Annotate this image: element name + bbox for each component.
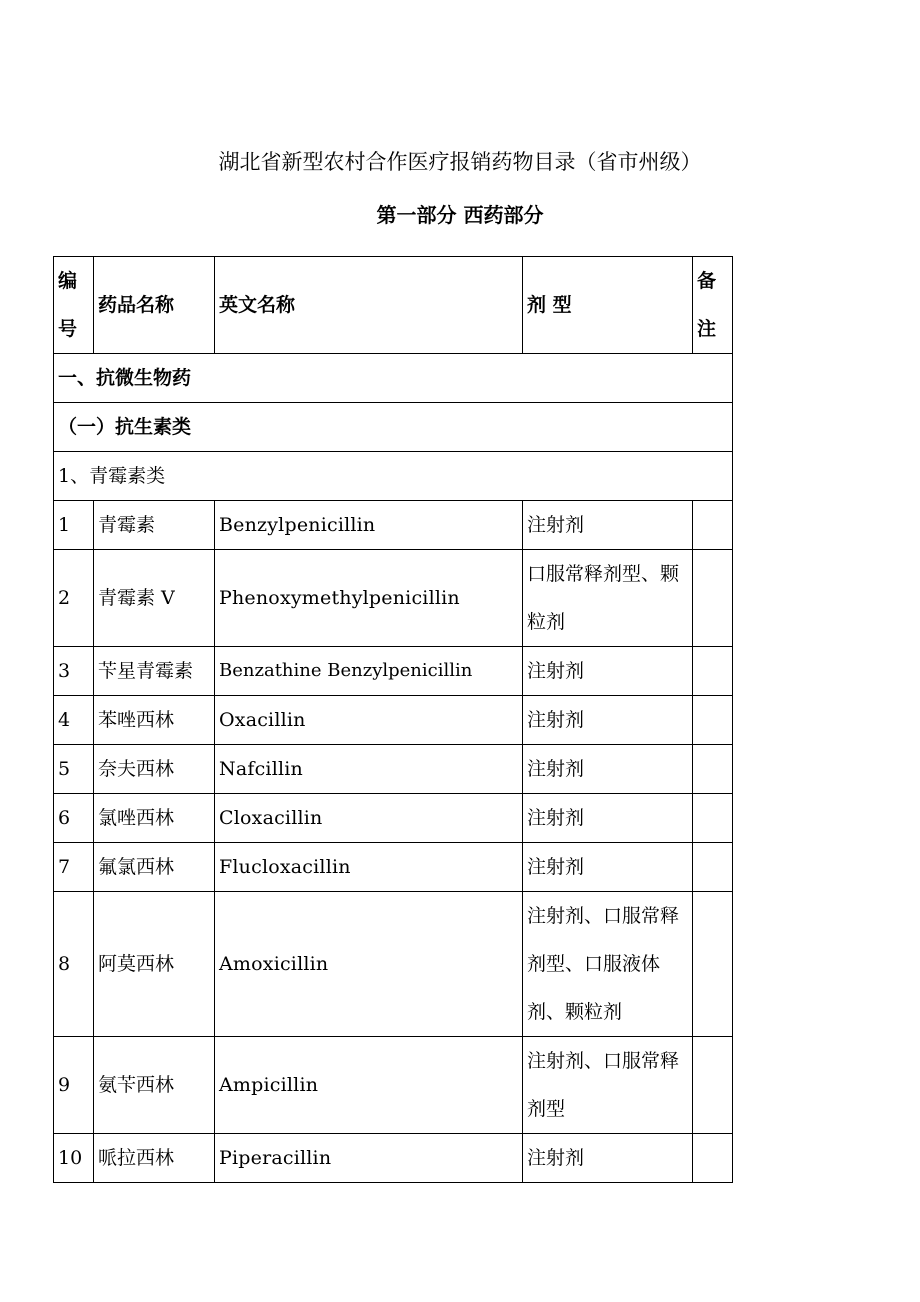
cell-cn-name: 苄星青霉素 — [94, 647, 215, 696]
section-row — [54, 403, 733, 452]
header-note — [693, 257, 733, 354]
section-heading-penicillins: 1、青霉素类 — [54, 452, 733, 501]
cell-note — [693, 647, 733, 696]
cell-note — [693, 1134, 733, 1183]
document-subtitle: 第一部分 西药部分 — [376, 203, 544, 227]
cell-cn-name: 青霉素 V — [94, 550, 215, 647]
header-cn-name: 药品名称 — [94, 257, 215, 354]
cell-cn-name: 氟氯西林 — [94, 843, 215, 892]
cell-note — [693, 501, 733, 550]
cell-en-name: Oxacillin — [215, 696, 523, 745]
cell-dosage-form: 注射剂 — [523, 501, 693, 550]
cell-number: 2 — [54, 550, 94, 647]
cell-note — [693, 1037, 733, 1134]
cell-number: 8 — [54, 892, 94, 1037]
cell-dosage-form: 口服常释剂型、颗粒剂 — [523, 550, 693, 647]
cell-note — [693, 794, 733, 843]
section-row — [54, 354, 733, 403]
table-row — [54, 1037, 733, 1134]
cell-dosage-form: 注射剂、口服常释剂型 — [523, 1037, 693, 1134]
table-row — [54, 843, 733, 892]
section-heading-antimicrobial: 一、抗微生物药 — [54, 354, 733, 403]
cell-cn-name: 氨苄西林 — [94, 1037, 215, 1134]
header-number — [54, 257, 94, 354]
cell-cn-name: 哌拉西林 — [94, 1134, 215, 1183]
cell-cn-name: 苯唑西林 — [94, 696, 215, 745]
document-title: 湖北省新型农村合作医疗报销药物目录（省市州级） — [218, 150, 702, 174]
cell-en-name: Benzylpenicillin — [215, 501, 523, 550]
table-row — [54, 550, 733, 647]
cell-en-name: Phenoxymethylpenicillin — [215, 550, 523, 647]
cell-dosage-form: 注射剂 — [523, 843, 693, 892]
header-en-name: 英文名称 — [215, 257, 523, 354]
table-row — [54, 892, 733, 1037]
cell-number: 4 — [54, 696, 94, 745]
drug-catalog-table — [53, 256, 733, 1183]
header-note-top: 备 — [697, 270, 717, 292]
header-note-bottom: 注 — [697, 318, 717, 340]
cell-note — [693, 745, 733, 794]
table-header-row — [54, 257, 733, 354]
cell-dosage-form: 注射剂、口服常释剂型、口服液体剂、颗粒剂 — [523, 892, 693, 1037]
cell-dosage-form: 注射剂 — [523, 647, 693, 696]
cell-note — [693, 843, 733, 892]
cell-en-name: Cloxacillin — [215, 794, 523, 843]
cell-dosage-form: 注射剂 — [523, 794, 693, 843]
header-number-bottom: 号 — [58, 318, 78, 340]
cell-dosage-form: 注射剂 — [523, 745, 693, 794]
table-row — [54, 745, 733, 794]
header-number-top: 编 — [58, 270, 78, 292]
cell-cn-name: 阿莫西林 — [94, 892, 215, 1037]
cell-note — [693, 550, 733, 647]
cell-cn-name: 奈夫西林 — [94, 745, 215, 794]
cell-en-name: Nafcillin — [215, 745, 523, 794]
cell-dosage-form: 注射剂 — [523, 1134, 693, 1183]
cell-en-name: Amoxicillin — [215, 892, 523, 1037]
cell-en-name: Flucloxacillin — [215, 843, 523, 892]
section-row — [54, 452, 733, 501]
cell-number: 5 — [54, 745, 94, 794]
cell-number: 10 — [54, 1134, 94, 1183]
table-row — [54, 794, 733, 843]
cell-cn-name: 氯唑西林 — [94, 794, 215, 843]
section-heading-antibiotics: （一）抗生素类 — [54, 403, 733, 452]
cell-dosage-form: 注射剂 — [523, 696, 693, 745]
cell-en-name: Ampicillin — [215, 1037, 523, 1134]
cell-number: 9 — [54, 1037, 94, 1134]
cell-en-name: Benzathine Benzylpenicillin — [215, 647, 523, 696]
table-row — [54, 647, 733, 696]
table-row — [54, 1134, 733, 1183]
header-dosage-form: 剂 型 — [523, 257, 693, 354]
cell-number: 1 — [54, 501, 94, 550]
table-row — [54, 696, 733, 745]
cell-number: 3 — [54, 647, 94, 696]
cell-number: 7 — [54, 843, 94, 892]
cell-en-name: Piperacillin — [215, 1134, 523, 1183]
cell-number: 6 — [54, 794, 94, 843]
cell-cn-name: 青霉素 — [94, 501, 215, 550]
cell-note — [693, 696, 733, 745]
cell-note — [693, 892, 733, 1037]
table-row — [54, 501, 733, 550]
